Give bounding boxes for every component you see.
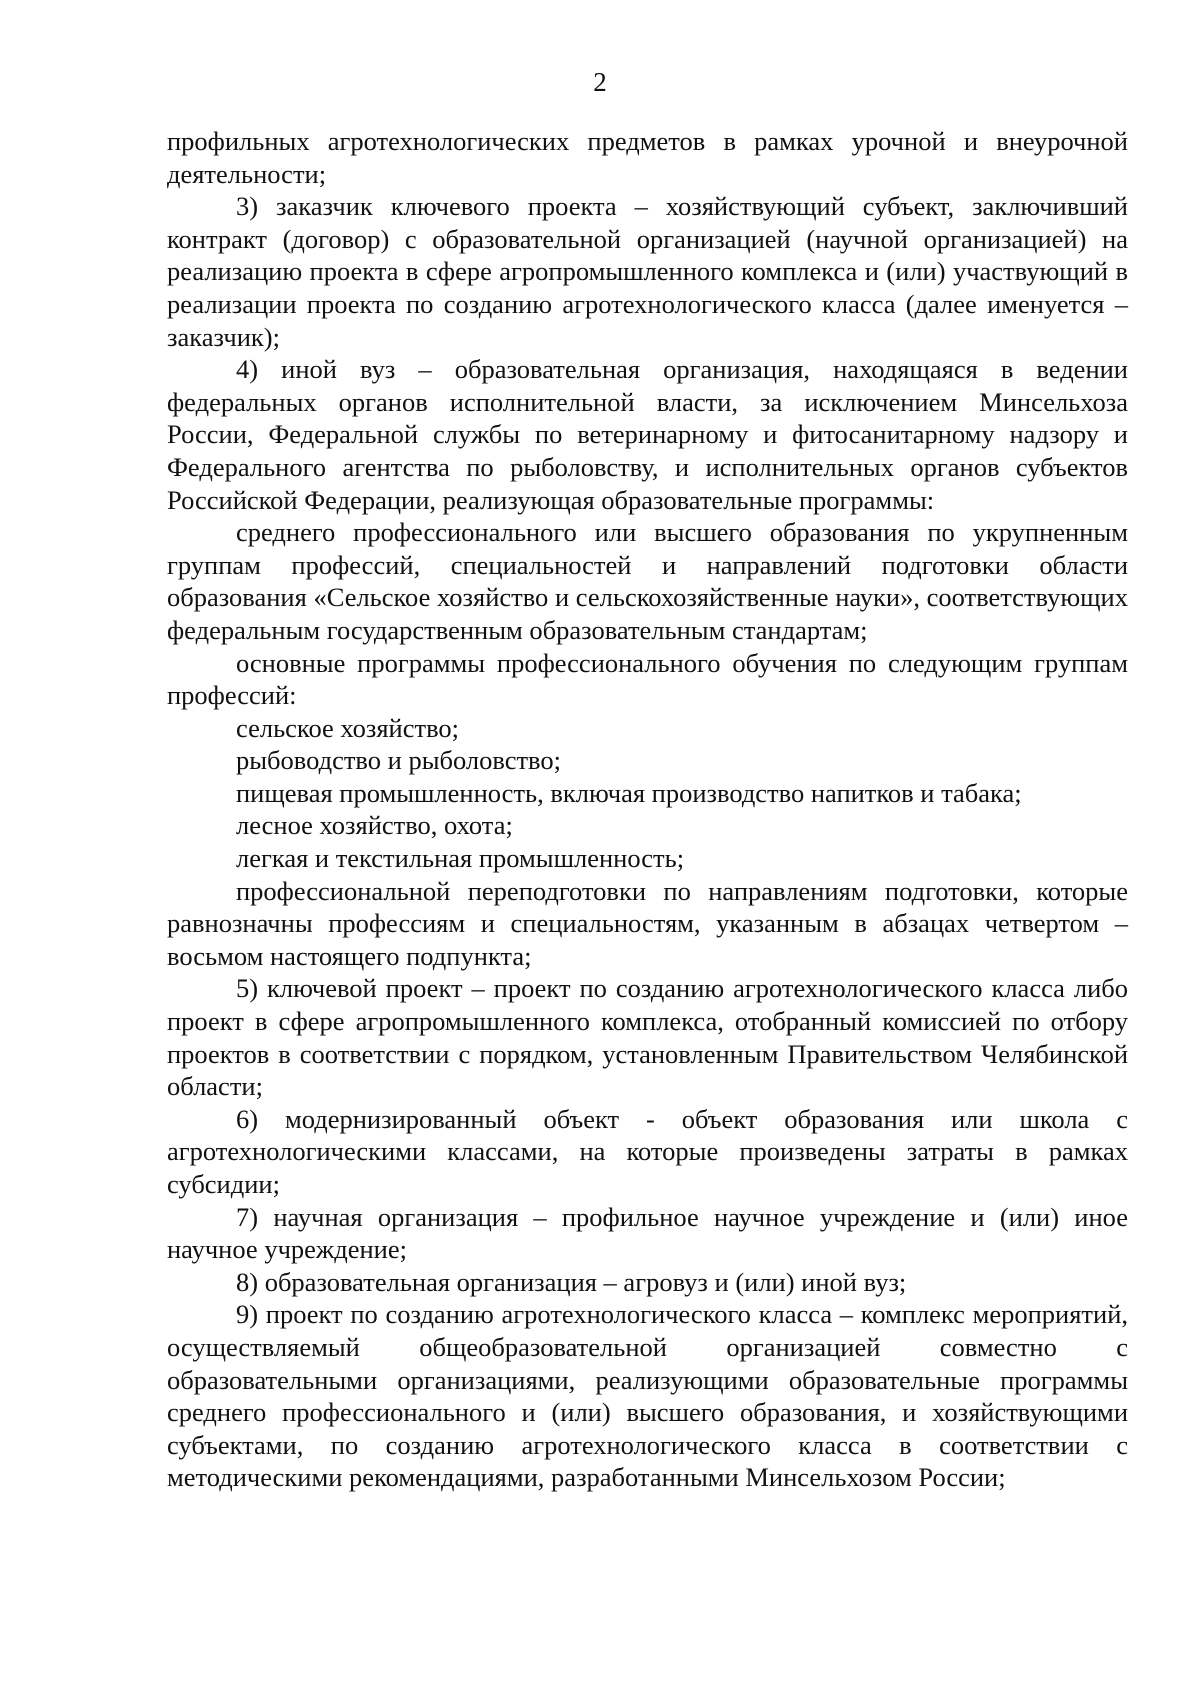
paragraph-item-9: 9) проект по созданию агротехнологического класса – комплекс мероприятий, осуществляемый общеобразовательной организацией совместно с образовательными организациями, реализующими образовательные программы среднего профессионального и (или) высшего образования, и хозяйствующими субъектами, по созданию агротехнологического класса в соответствии с методическими рекомендациями, разработанными Минсельхозом России; [167,1299,1128,1493]
paragraph-item-3: 3) заказчик ключевого проекта – хозяйствующий субъект, заключивший контракт (договор) с образовательной организацией (научной организацией) на реализацию проекта в сфере агропромышленного комплекса и (или) участвующий в реализации проекта по созданию агротехнологического класса (далее именуется – заказчик); [167,191,1128,352]
list-item-fisheries: рыбоводство и рыболовство; [236,745,562,776]
list-item-forestry: лесное хозяйство, охота; [236,810,513,841]
paragraph-secondary-higher-education: среднего профессионального или высшего образования по укрупненным группам профессий, специальностей и направлений подготовки области образования «Сельское хозяйство и сельскохозяйственные науки», соответствующих федеральным государственным образовательным стандартам; [167,517,1128,645]
list-item-food-industry: пищевая промышленность, включая производство напитков и табака; [236,777,1022,808]
document-body [167,125,1128,1494]
paragraph-item-5: 5) ключевой проект – проект по созданию агротехнологического класса либо проект в сфере агропромышленного комплекса, отобранный комиссией по отбору проектов в соответствии с порядком, установленным Правительством Челябинской области; [167,973,1128,1102]
paragraph-vocational-training: основные программы профессионального обучения по следующим группам профессий: [167,647,1128,711]
paragraph-continuation: профильных агротехнологических предметов в рамках урочной и внеурочной деятельности; [167,126,1128,189]
paragraph-item-7: 7) научная организация – профильное научное учреждение и (или) иное научное учреждение; [167,1201,1128,1265]
paragraph-retraining: профессиональной переподготовки по направлениям подготовки, которые равнозначны профессиям и специальностям, указанным в абзацах четвертом – восьмом настоящего подпункта; [167,875,1128,971]
paragraph-item-6: 6) модернизированный объект - объект образования или школа с агротехнологическими классами, на которые произведены затраты в рамках субсидии; [167,1103,1128,1199]
paragraph-item-4: 4) иной вуз – образовательная организация, находящаяся в ведении федеральных органов исполнительной власти, за исключением Минсельхоза России, Федеральной службы по ветеринарному и фитосанитарному надзору и Федерального агентства по рыболовству, и исполнительных органов субъектов Российской Федерации, реализующая образовательные программы: [167,354,1128,515]
list-item-light-industry: легкая и текстильная промышленность; [236,843,685,874]
page-number: 2 [593,67,607,97]
paragraph-item-8: 8) образовательная организация – агровуз и (или) иной вуз; [236,1266,907,1297]
list-item-agriculture: сельское хозяйство; [236,712,460,743]
